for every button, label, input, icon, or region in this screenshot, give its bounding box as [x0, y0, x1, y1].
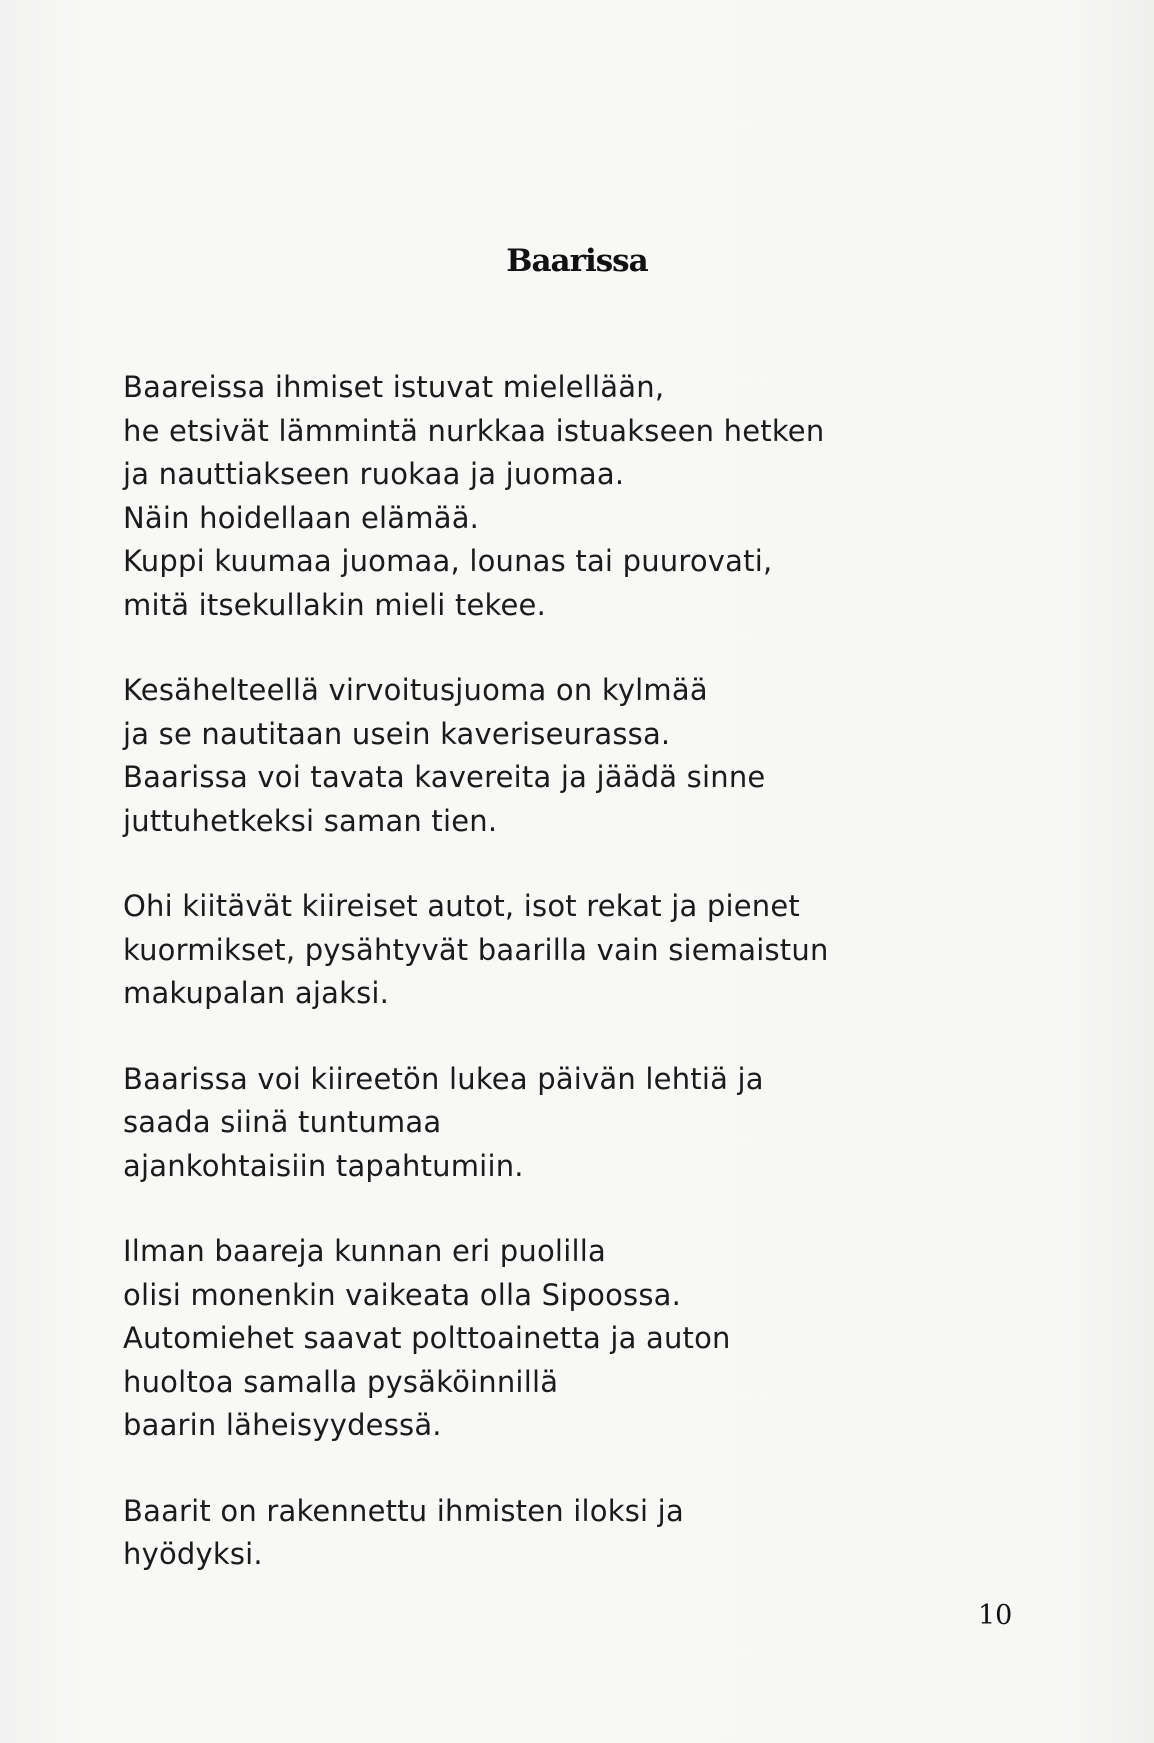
poem-line: Baarissa voi tavata kavereita ja jäädä sinne	[123, 760, 766, 794]
poem-line: mitä itsekullakin mieli tekee.	[123, 587, 547, 622]
poem-line: Kuppi kuumaa juomaa, lounas tai puurovati,	[123, 544, 773, 578]
stanza-6	[123, 1490, 1003, 1577]
poem-line: makupalan ajaksi.	[123, 976, 390, 1010]
poem-line: ajankohtaisiin tapahtumiin.	[123, 1148, 524, 1183]
stanza-2	[123, 669, 1003, 843]
poem-line: Baarit on rakennettu ihmisten iloksi ja	[123, 1493, 684, 1528]
poem-line: he etsivät lämmintä nurkkaa istuakseen hetken	[123, 413, 825, 448]
poem-line: ja se nautitaan usein kaveriseurassa.	[123, 716, 671, 751]
poem-body	[123, 366, 1003, 1619]
poem-line: saada siinä tuntumaa	[123, 1105, 442, 1139]
stanza-1	[123, 366, 1003, 627]
poem-title: Baarissa	[506, 242, 648, 279]
stanza-4	[123, 1058, 1003, 1189]
poem-line: Ohi kiitävät kiireiset autot, isot rekat ja pienet	[123, 889, 800, 923]
poem-line: olisi monenkin vaikeata olla Sipoossa.	[123, 1277, 682, 1312]
poem-line: hyödyksi.	[123, 1537, 263, 1571]
page-number: 10	[978, 1600, 1013, 1631]
stanza-5	[123, 1230, 1003, 1448]
stanza-3	[123, 885, 1003, 1016]
poem-line: Ilman baareja kunnan eri puolilla	[123, 1234, 606, 1268]
poem-line: ja nauttiakseen ruokaa ja juomaa.	[123, 457, 625, 491]
poem-line: huoltoa samalla pysäköinnillä	[123, 1364, 559, 1399]
poem-line: kuormikset, pysähtyvät baarilla vain siemaistun	[123, 932, 829, 967]
poem-line: Kesähelteellä virvoitusjuoma on kylmää	[123, 673, 708, 707]
poem-line: Näin hoidellaan elämää.	[123, 500, 480, 535]
poem-line: juttuhetkeksi saman tien.	[123, 803, 498, 838]
poem-line: Automiehet saavat polttoainetta ja auton	[123, 1321, 731, 1355]
poem-line: baarin läheisyydessä.	[123, 1408, 442, 1442]
poem-line: Baarissa voi kiireetön lukea päivän lehtiä ja	[123, 1061, 764, 1096]
poem-line: Baareissa ihmiset istuvat mielellään,	[123, 370, 665, 404]
